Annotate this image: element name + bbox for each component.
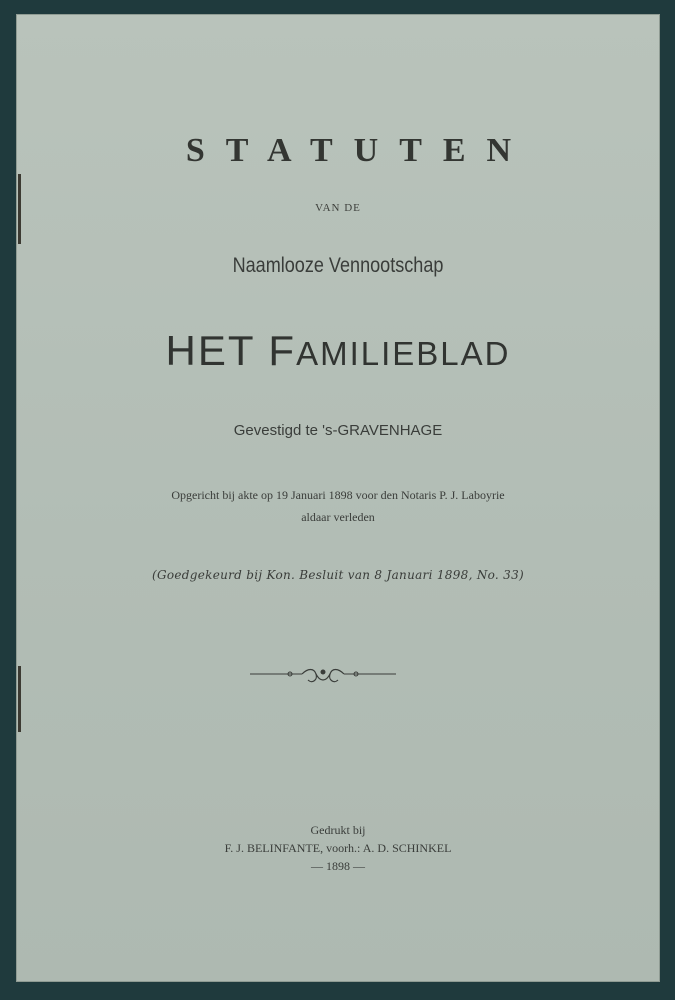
company-name-rest: AMILIEBLAD xyxy=(296,335,511,372)
document-cover xyxy=(16,14,660,982)
company-name-initial: F xyxy=(268,327,297,374)
company-type: Naamlooze Vennootschap xyxy=(232,254,444,277)
founding-statement: Opgericht bij akte op 19 Januari 1898 voor den Notaris P. J. Laboyrie xyxy=(171,488,505,502)
founding-statement-cont: aldaar verleden xyxy=(301,510,375,524)
royal-approval-note: (Goedgekeurd bij Kon. Besluit van 8 Januari 1898, No. 33) xyxy=(151,568,525,582)
company-seat: Gevestigd te 's-GRAVENHAGE xyxy=(233,422,443,439)
publication-year: — 1898 — xyxy=(311,859,365,873)
printer-name: F. J. BELINFANTE, voorh.: A. D. SCHINKEL xyxy=(224,841,452,855)
document-title: STATUTEN xyxy=(185,132,533,169)
company-name-prefix: HET xyxy=(165,327,269,374)
binding-mark-bottom xyxy=(18,666,21,732)
ornament-divider-icon xyxy=(250,664,396,690)
van-de-label: VAN DE xyxy=(315,202,361,214)
company-name xyxy=(16,327,660,375)
printed-by-label: Gedrukt bij xyxy=(310,823,366,837)
